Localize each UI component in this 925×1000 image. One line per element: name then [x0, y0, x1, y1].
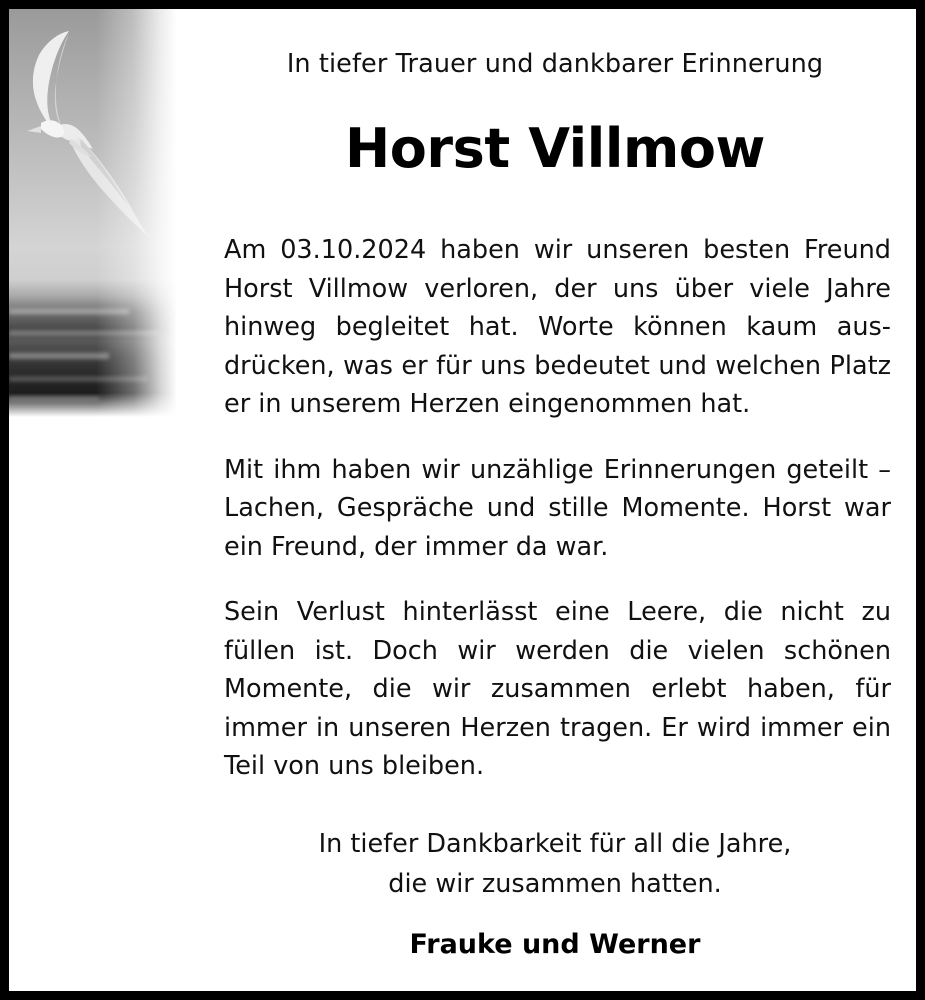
closing-line-2: die wir zusammen hatten.	[388, 869, 722, 899]
illustration-panel	[9, 9, 177, 419]
notice-body	[224, 231, 891, 786]
signature-text: Frauke und Werner	[409, 929, 701, 960]
closing-block	[219, 824, 891, 904]
closing-line-1: In tiefer Dankbarkeit für all die Jahre,	[318, 829, 792, 859]
paragraph-3: Sein Verlust hinterlässt eine Leere, die nicht zu füllen ist. Doch wir werden die vielen schönen Momente, die wir zusammen erlebt haben, für immer in unseren Herzen tragen. Er wird immer ein Teil von uns bleiben.	[224, 597, 891, 781]
paragraph-2: Mit ihm haben wir unzählige Erinnerungen geteilt – Lachen, Gespräche und stille Momente. Horst war ein Freund, der immer da war.	[224, 454, 891, 562]
notice-content	[219, 9, 891, 991]
image-fade-bottom	[9, 393, 177, 419]
deceased-name: Horst Villmow	[344, 117, 766, 180]
image-fade-right	[9, 9, 177, 419]
kicker-text: In tiefer Trauer und dankbarer Erinnerung	[286, 49, 824, 79]
paragraph-1: Am 03.10.2024 haben wir unseren besten Freund Horst Villmow verloren, der uns über viele Jahre hinweg begleitet hat. Worte können kaum aus-drücken, was er für uns bedeutet und welchen Platz er in unserem Herzen eingenommen hat.	[224, 235, 891, 419]
notice-inner	[9, 9, 916, 991]
